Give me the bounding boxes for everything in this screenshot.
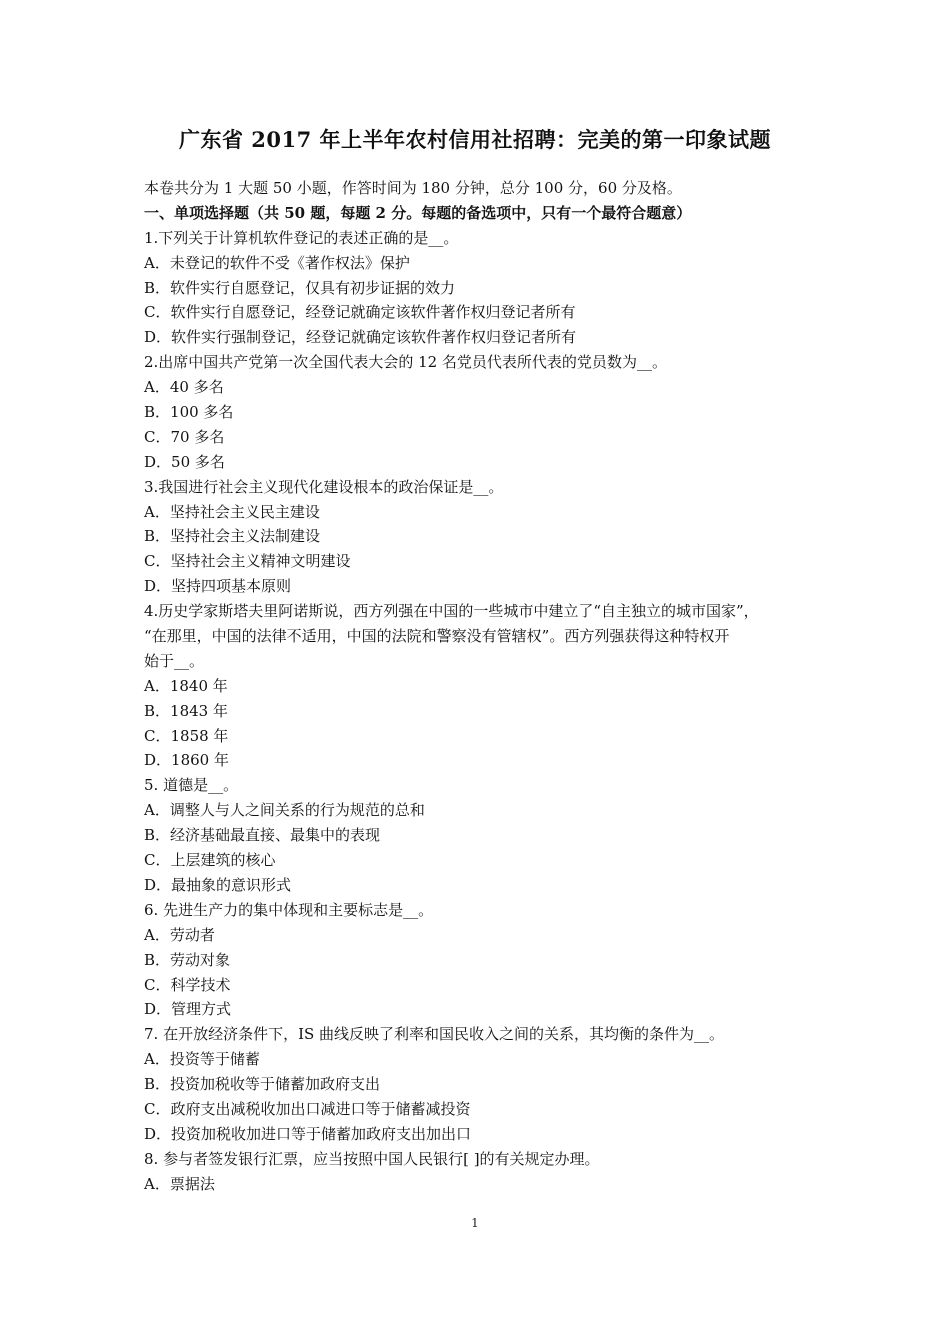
option: A．投资等于储蓄 [144,1050,260,1069]
question-stem: 6. 先进生产力的集中体现和主要标志是__。 [144,900,434,919]
option: B．100 多名 [144,403,234,422]
exam-intro: 本卷共分为 1 大题 50 小题，作答时间为 180 分钟，总分 100 分，60 分及格。 [144,179,682,197]
document-body [144,176,824,1197]
option: B．软件实行自愿登记，仅具有初步证据的效力 [144,278,456,297]
option: B．1843 年 [144,701,228,720]
option: B．坚持社会主义法制建设 [144,527,321,546]
document-title: 广东省 2017 年上半年农村信用社招聘：完美的第一印象试题 [178,127,772,152]
option: C．1858 年 [144,726,229,745]
option: B．劳动对象 [144,950,231,969]
question-stem: 3.我国进行社会主义现代化建设根本的政治保证是__。 [144,477,504,496]
question-stem: 2.出席中国共产党第一次全国代表大会的 12 名党员代表所代表的党员数为__。 [144,353,667,372]
option: D．最抽象的意识形式 [144,875,292,894]
option: C．政府支出减税收加出口减进口等于储蓄减投资 [144,1099,471,1118]
option: C．科学技术 [144,975,231,994]
option: D．软件实行强制登记，经登记就确定该软件著作权归登记者所有 [144,328,577,347]
question-stem-continued: “在那里，中国的法律不适用，中国的法院和警察没有管辖权”。西方列强获得这种特权开 [144,627,730,646]
option: D．50 多名 [144,452,225,471]
option: A．调整人与人之间关系的行为规范的总和 [144,801,425,820]
option: B．投资加税收等于储蓄加政府支出 [144,1075,381,1094]
question-stem: 8. 参与者签发银行汇票，应当按照中国人民银行[ ]的有关规定办理。 [144,1149,600,1168]
option: A．1840 年 [144,676,228,695]
option: A．坚持社会主义民主建设 [144,502,320,521]
option: D．管理方式 [144,1000,232,1019]
option: A．40 多名 [144,378,224,397]
question-stem: 1.下列关于计算机软件登记的表述正确的是__。 [144,228,459,247]
question-stem-continued: 始于__。 [144,651,205,670]
option: D．投资加税收加进口等于储蓄加政府支出加出口 [144,1124,472,1143]
page-number: 1 [471,1216,479,1230]
section-heading: 一、单项选择题（共 50 题，每题 2 分。每题的备选项中，只有一个最符合题意） [144,203,692,222]
option: B．经济基础最直接、最集中的表现 [144,826,381,845]
option: C．70 多名 [144,427,225,446]
option: D．坚持四项基本原则 [144,577,292,596]
option: D．1860 年 [144,751,229,770]
option: C．软件实行自愿登记，经登记就确定该软件著作权归登记者所有 [144,303,576,322]
question-stem: 7. 在开放经济条件下，IS 曲线反映了利率和国民收入之间的关系，其均衡的条件为__。 [144,1025,725,1044]
option: C．上层建筑的核心 [144,851,276,870]
option: C．坚持社会主义精神文明建设 [144,552,351,571]
question-stem: 4.历史学家斯塔夫里阿诺斯说，西方列强在中国的一些城市中建立了“自主独立的城市国家”， [144,602,759,621]
question-stem: 5. 道德是__。 [144,776,239,795]
option: A．劳动者 [144,925,215,944]
option: A．票据法 [144,1174,215,1193]
option: A．未登记的软件不受《著作权法》保护 [144,253,410,272]
